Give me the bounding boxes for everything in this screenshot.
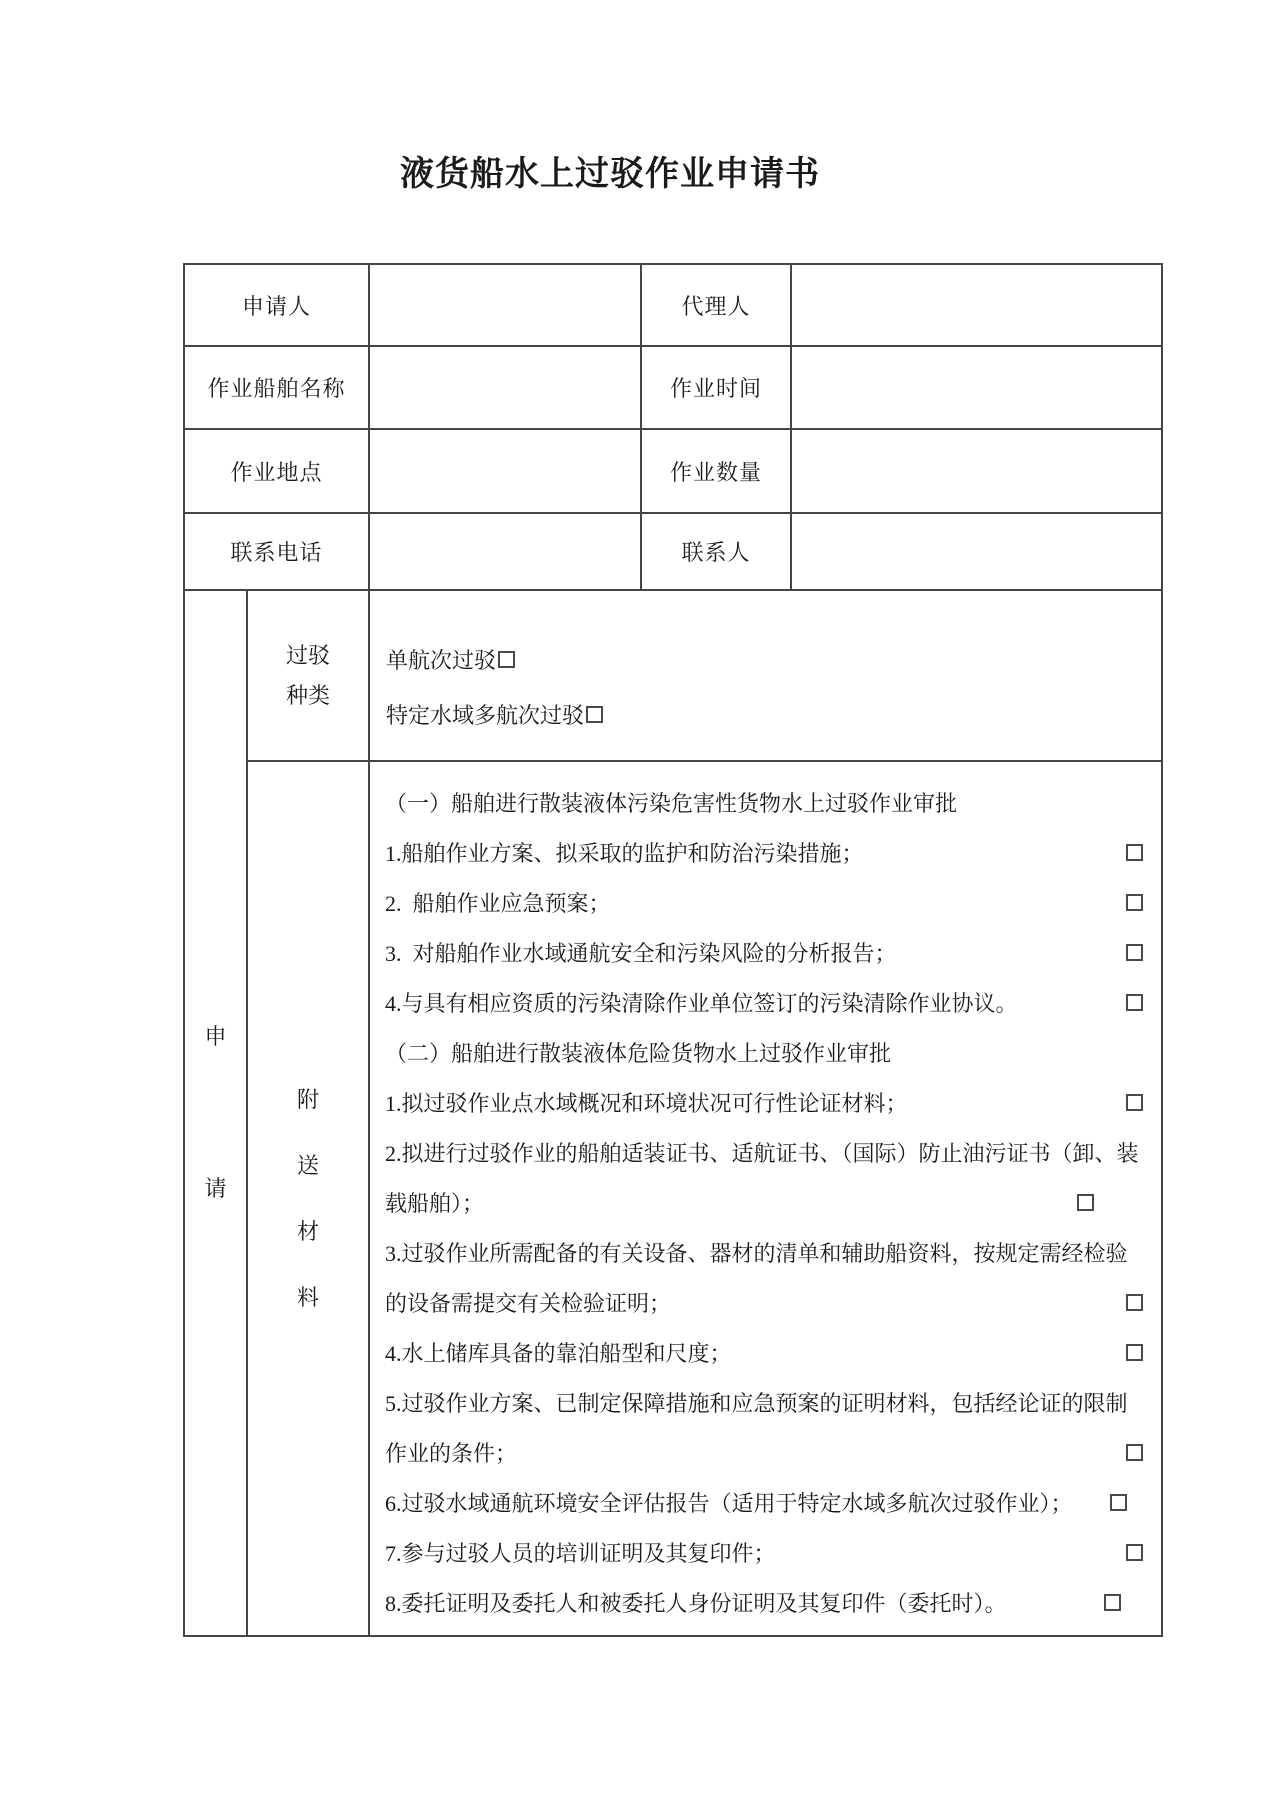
transfer-type-option-text: 特定水域多航次过驳 <box>386 702 585 728</box>
material-line <box>385 827 1143 877</box>
document-title: 液货船水上过驳作业申请书 <box>400 155 820 193</box>
material-line-text: 4.水上储库具备的靠泊船型和尺度； <box>385 1340 732 1366</box>
table-row <box>184 761 1162 1636</box>
transfer-type-label-cell <box>247 590 369 761</box>
vessel-name-label: 作业船舶名称 <box>184 346 369 429</box>
table-row <box>184 346 1162 429</box>
material-line <box>385 1227 1143 1277</box>
material-checkbox[interactable] <box>1126 1544 1143 1561</box>
table-row <box>184 590 1162 761</box>
contact-person-label: 联系人 <box>641 513 791 590</box>
operation-quantity-label: 作业数量 <box>641 429 791 513</box>
material-checkbox[interactable] <box>1126 844 1143 861</box>
material-line <box>385 977 1143 1027</box>
material-line-text: 7.参与过驳人员的培训证明及其复印件； <box>385 1540 776 1566</box>
material-line-text: 1.拟过驳作业点水域概况和环境状况可行性论证材料； <box>385 1090 908 1116</box>
transfer-type-checkbox[interactable] <box>498 651 515 668</box>
transfer-type-options-cell <box>369 590 1162 761</box>
material-line-text: 2.拟进行过驳作业的船舶适装证书、适航证书、（国际）防止油污证书（卸、装 <box>385 1140 1139 1166</box>
transfer-type-option-text: 单航次过驳 <box>386 647 497 673</box>
applicant-label: 申请人 <box>184 264 369 346</box>
material-checkbox[interactable] <box>1077 1194 1094 1211</box>
application-vertical-label <box>185 1026 246 1200</box>
material-line <box>385 1277 1143 1327</box>
materials-label-char: 材 <box>297 1218 320 1244</box>
materials-content-cell <box>369 761 1162 1636</box>
material-line-text: 5.过驳作业方案、已制定保障措施和应急预案的证明材料，包括经论证的限制 <box>385 1390 1128 1416</box>
material-line-text: 3. 对船舶作业水域通航安全和污染风险的分析报告； <box>385 940 897 966</box>
operation-time-value-cell[interactable] <box>791 346 1162 429</box>
material-line <box>385 927 1143 977</box>
material-line <box>385 1027 1143 1077</box>
operation-quantity-value-cell[interactable] <box>791 429 1162 513</box>
materials-label-char: 送 <box>297 1152 320 1178</box>
materials-vertical-label <box>248 1086 368 1310</box>
material-checkbox[interactable] <box>1126 1294 1143 1311</box>
transfer-type-label-line: 种类 <box>286 682 331 708</box>
materials-label-cell <box>247 761 369 1636</box>
material-line-text: 载船舶）； <box>385 1190 485 1216</box>
material-line-text: 2. 船舶作业应急预案； <box>385 890 611 916</box>
material-line <box>385 1377 1143 1427</box>
material-line-text: （二）船舶进行散装液体危险货物水上过驳作业审批 <box>385 1040 892 1066</box>
transfer-type-option <box>386 687 1161 742</box>
material-checkbox[interactable] <box>1126 1094 1143 1111</box>
applicant-value-cell[interactable] <box>369 264 641 346</box>
material-checkbox[interactable] <box>1104 1594 1121 1611</box>
material-checkbox[interactable] <box>1126 994 1143 1011</box>
material-line-text: 3.过驳作业所需配备的有关设备、器材的清单和辅助船资料，按规定需经检验 <box>385 1240 1128 1266</box>
material-line <box>385 1177 1143 1227</box>
material-line-text: 1.船舶作业方案、拟采取的监护和防治污染措施； <box>385 840 864 866</box>
material-checkbox[interactable] <box>1126 1344 1143 1361</box>
side-char: 申 <box>204 1024 227 1049</box>
material-checkbox[interactable] <box>1126 894 1143 911</box>
material-line <box>385 1127 1143 1177</box>
contact-phone-label: 联系电话 <box>184 513 369 590</box>
transfer-type-label <box>248 636 368 716</box>
material-line <box>385 1077 1143 1127</box>
material-line <box>385 777 1143 827</box>
material-line-text: 的设备需提交有关检验证明； <box>385 1290 672 1316</box>
side-char: 请 <box>204 1176 227 1201</box>
agent-label: 代理人 <box>641 264 791 346</box>
material-line-text: 作业的条件； <box>385 1440 518 1466</box>
contact-phone-value-cell[interactable] <box>369 513 641 590</box>
operation-time-label: 作业时间 <box>641 346 791 429</box>
operation-location-label: 作业地点 <box>184 429 369 513</box>
table-row <box>184 429 1162 513</box>
material-line <box>385 1327 1143 1377</box>
material-line <box>385 877 1143 927</box>
material-line-text: 8.委托证明及委托人和被委托人身份证明及其复印件（委托时）。 <box>385 1590 1007 1616</box>
material-line-text: （一）船舶进行散装液体污染危害性货物水上过驳作业审批 <box>385 790 958 816</box>
material-line <box>385 1427 1143 1477</box>
materials-label-char: 料 <box>297 1284 320 1310</box>
table-row <box>184 513 1162 590</box>
transfer-type-label-line: 过驳 <box>286 642 331 668</box>
material-line <box>385 1577 1143 1627</box>
transfer-type-checkbox[interactable] <box>586 706 603 723</box>
material-checkbox[interactable] <box>1126 944 1143 961</box>
material-line <box>385 1527 1143 1577</box>
material-checkbox[interactable] <box>1126 1444 1143 1461</box>
agent-value-cell[interactable] <box>791 264 1162 346</box>
operation-location-value-cell[interactable] <box>369 429 641 513</box>
material-line <box>385 1477 1143 1527</box>
table-row <box>184 264 1162 346</box>
material-line-text: 4.与具有相应资质的污染清除作业单位签订的污染清除作业协议。 <box>385 990 1018 1016</box>
application-side-label-cell <box>184 590 247 1636</box>
material-line-text: 6.过驳水域通航环境安全评估报告（适用于特定水域多航次过驳作业）； <box>385 1490 1073 1516</box>
contact-person-value-cell[interactable] <box>791 513 1162 590</box>
material-checkbox[interactable] <box>1110 1494 1127 1511</box>
vessel-name-value-cell[interactable] <box>369 346 641 429</box>
materials-label-char: 附 <box>297 1086 320 1112</box>
transfer-type-option <box>386 632 1161 687</box>
application-form-table <box>183 263 1163 1637</box>
